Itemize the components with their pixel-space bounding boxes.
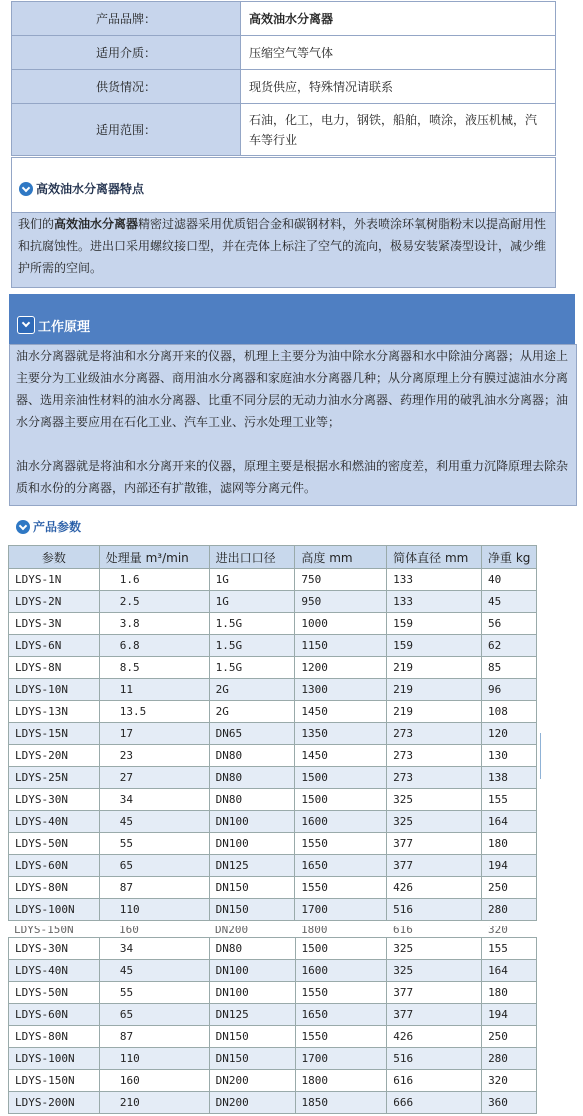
table-cell: DN200 [209,1092,295,1114]
table-cell: 6.8 [99,635,209,657]
features-title: 高效油水分离器特点 [36,182,145,196]
table-row [9,811,537,833]
table-cell: 219 [387,679,482,701]
table-cell: 87 [99,877,209,899]
table-cell: DN150 [209,899,295,921]
table-cell: LDYS-1N [9,569,100,591]
table-row [9,855,537,877]
table-cell: 1600 [295,960,387,982]
table-cell: 1650 [295,1004,387,1026]
table-cell: 133 [387,569,482,591]
table-cell: 45 [99,811,209,833]
table-cell: 1550 [295,1026,387,1048]
table-cell: 1.6 [99,569,209,591]
table-cell: 159 [387,613,482,635]
table-cell: 250 [482,1026,537,1048]
table-row [9,723,537,745]
table-cell: 1550 [295,982,387,1004]
info-label: 适用范围： [12,104,241,156]
working-principle-text [9,344,577,506]
features-text-prefix: 我们的 [18,217,55,231]
table-row [9,877,537,899]
table-cell: DN100 [209,982,295,1004]
table-cell: 130 [482,745,537,767]
table-row [9,745,537,767]
table-cell: LDYS-15N [9,723,100,745]
table-row [9,1048,537,1070]
table-cell: 164 [482,960,537,982]
table-cell: LDYS-2N [9,591,100,613]
table-cell: 1G [209,591,295,613]
chevron-down-icon [16,520,30,534]
table-cell: LDYS-8N [9,657,100,679]
table-cell: 194 [482,1004,537,1026]
table-cell: 1000 [295,613,387,635]
table-cell: 516 [387,1048,482,1070]
table-row [9,938,537,960]
table-cell: 56 [482,613,537,635]
info-value: 石油，化工，电力，钢铁，船舶，喷涂，液压机械，汽 车等行业 [241,104,556,156]
table-cell: LDYS-10N [9,679,100,701]
col-header: 处理量 m³/min [99,546,209,569]
table-cell: 13.5 [99,701,209,723]
table-cell: DN80 [209,767,295,789]
table-cell: 45 [99,960,209,982]
table-cell: LDYS-100N [9,1048,100,1070]
info-row-brand [12,2,556,36]
table-cell: 164 [482,811,537,833]
features-text-rest: 精密过滤器采用优质铝合金和碳钢材料，外表喷涂环氧树脂粉末以提高耐用性和抗腐蚀性。进出口采用螺纹接口型，并在壳体上标注了空气的流向，极易安装紧凑型设计，减少维护所需的空间。 [18,217,547,275]
table-cell: 1150 [295,635,387,657]
table-cell: LDYS-3N [9,613,100,635]
params-table-continued [8,937,537,1114]
table-cell: 1650 [295,855,387,877]
table-cell: LDYS-80N [9,1026,100,1048]
table-cell: LDYS-60N [9,855,100,877]
table-cell: 1600 [295,811,387,833]
table-cell: 616 [387,1070,482,1092]
table-row [9,899,537,921]
table-cell: 110 [99,899,209,921]
table-cell: DN100 [209,833,295,855]
table-cell: 1450 [295,701,387,723]
table-cell: 1G [209,569,295,591]
table-cell: 219 [387,701,482,723]
chevron-down-icon [17,316,35,334]
table-cell: 325 [387,960,482,982]
table-cell: 2G [209,701,295,723]
table-cell: 273 [387,745,482,767]
info-value: 现货供应，特殊情况请联系 [241,70,556,104]
table-cell: 155 [482,938,537,960]
table-row [9,982,537,1004]
info-label: 适用介质： [12,36,241,70]
table-cell: 1500 [295,789,387,811]
working-para-1: 油水分离器就是将油和水分离开来的仪器，机理上主要分为油中除水分离器和水中除油分离器；从用途上主要分为工业级油水分离器、商用油水分离器和家庭油水分离器几种；从分离原理上分有膜过滤油水分离器、选用亲油性材料的油水分离器、比重不同分层的无动力油水分离器、药理作用的破乳油水分离器；油水分离器主要应用在石化工业、汽车工业、污水处理工业等； [16,349,569,429]
table-cell: DN200 [215,926,249,936]
table-cell: 1550 [295,833,387,855]
table-cell: 159 [387,635,482,657]
table-cell: DN150 [209,1048,295,1070]
table-cell: 1800 [295,1070,387,1092]
chevron-down-icon [19,182,33,196]
table-cell: 210 [99,1092,209,1114]
table-cell: 616 [393,926,413,936]
table-cell: LDYS-40N [9,811,100,833]
table-cell: LDYS-200N [9,1092,100,1114]
table-row [9,1026,537,1048]
table-cell: 1700 [295,1048,387,1070]
table-cell: 320 [488,926,508,936]
table-row [9,789,537,811]
table-cell: DN150 [209,1026,295,1048]
table-cell: 1350 [295,723,387,745]
table-cell: 85 [482,657,537,679]
info-row-supply [12,70,556,104]
table-cell: 133 [387,591,482,613]
table-cell: 11 [99,679,209,701]
info-value: 压缩空气等气体 [241,36,556,70]
table-cell: 219 [387,657,482,679]
table-cell: DN125 [209,855,295,877]
table-cell: 325 [387,938,482,960]
table-cell: LDYS-60N [9,1004,100,1026]
params-table [8,545,537,921]
table-cell: 17 [99,723,209,745]
table-cell: DN100 [209,960,295,982]
working-principle-header [9,294,575,344]
info-label: 产品品牌： [12,2,241,36]
table-cell: 1800 [301,926,328,936]
info-row-medium [12,36,556,70]
params-header-row [9,546,537,569]
table-cell: LDYS-25N [9,767,100,789]
table-cell: 1450 [295,745,387,767]
table-cell: 1.5G [209,657,295,679]
table-cell: 325 [387,811,482,833]
table-cell: 325 [387,789,482,811]
working-para-2: 油水分离器就是将油和水分离开来的仪器，原理主要是根据水和燃油的密度差，利用重力沉降原理去除杂质和水份的分离器，内部还有扩散锥，滤网等分离元件。 [16,459,569,495]
table-cell: 65 [99,1004,209,1026]
table-cell: 62 [482,635,537,657]
table-cell: 27 [99,767,209,789]
table-cell: LDYS-30N [9,938,100,960]
table-cell: 34 [99,938,209,960]
table-cell: LDYS-50N [9,833,100,855]
col-header: 参数 [9,546,100,569]
table-cell: 1200 [295,657,387,679]
table-cell: DN125 [209,1004,295,1026]
info-value: 高效油水分离器 [241,2,556,36]
col-header: 高度 mm [295,546,387,569]
table-cell: 160 [99,1070,209,1092]
table-cell: 110 [99,1048,209,1070]
table-cell: LDYS-13N [9,701,100,723]
working-title: 工作原理 [38,320,91,335]
table-row [9,1092,537,1114]
table-cell: 1500 [295,938,387,960]
table-cell: 45 [482,591,537,613]
table-cell: 1500 [295,767,387,789]
table-cell: 40 [482,569,537,591]
table-row [9,569,537,591]
table-cell: 23 [99,745,209,767]
table-cell: 8.5 [99,657,209,679]
table-cell: 34 [99,789,209,811]
table-cell: 180 [482,833,537,855]
table-row [9,960,537,982]
table-cell: DN200 [209,1070,295,1092]
table-cell: 160 [119,926,139,936]
table-cell: 2G [209,679,295,701]
table-cell: 138 [482,767,537,789]
table-row [9,701,537,723]
table-cell: 55 [99,982,209,1004]
table-cell: 426 [387,877,482,899]
table-cell: 250 [482,877,537,899]
table-cell: 377 [387,855,482,877]
table-row [9,613,537,635]
params-title-text: 产品参数 [33,520,82,534]
table-cell: 750 [295,569,387,591]
table-cell: 65 [99,855,209,877]
col-header: 进出口口径 [209,546,295,569]
table-row [9,1070,537,1092]
table-cell: 108 [482,701,537,723]
col-header: 简体直径 mm [387,546,482,569]
table-cell: 1.5G [209,635,295,657]
table-cell: 194 [482,855,537,877]
table-row [9,591,537,613]
table-cell: LDYS-6N [9,635,100,657]
col-header: 净重 kg [482,546,537,569]
table-cell: DN100 [209,811,295,833]
table-cell: 87 [99,1026,209,1048]
table-cell: LDYS-30N [9,789,100,811]
params-title [16,518,81,535]
table-row [9,679,537,701]
table-cell: 96 [482,679,537,701]
table-cell: 377 [387,1004,482,1026]
table-cell: 377 [387,833,482,855]
table-cell: 155 [482,789,537,811]
table-cell: 2.5 [99,591,209,613]
table-row [9,767,537,789]
table-row [9,657,537,679]
table-row [9,833,537,855]
table-cell: 120 [482,723,537,745]
table-cell: 360 [482,1092,537,1114]
table-cell: 1550 [295,877,387,899]
table-cell: 1300 [295,679,387,701]
info-row-scope [12,104,556,156]
table-cell: 280 [482,899,537,921]
table-cell: 1850 [295,1092,387,1114]
table-cell: LDYS-20N [9,745,100,767]
table-cell: DN150 [209,877,295,899]
table-cell: LDYS-150N [14,926,74,936]
table-cell: 280 [482,1048,537,1070]
table-cell: LDYS-50N [9,982,100,1004]
table-cell: 426 [387,1026,482,1048]
table-cell: DN80 [209,745,295,767]
table-cell: 666 [387,1092,482,1114]
info-label: 供货情况： [12,70,241,104]
table-cell: 3.8 [99,613,209,635]
table-row [9,635,537,657]
table-cell: 1700 [295,899,387,921]
table-cell: 273 [387,767,482,789]
table-cell: DN80 [209,938,295,960]
product-info-table [11,1,556,156]
table-cell: LDYS-80N [9,877,100,899]
features-text-bold: 高效油水分离器 [54,217,139,231]
table-cell: 55 [99,833,209,855]
table-cell: 320 [482,1070,537,1092]
table-cell: 273 [387,723,482,745]
table-row [9,1004,537,1026]
table-cell: 180 [482,982,537,1004]
table-cell: DN65 [209,723,295,745]
table-cell: LDYS-40N [9,960,100,982]
table-cell: DN80 [209,789,295,811]
table-cell: 950 [295,591,387,613]
features-header [11,157,556,213]
table-cell: 516 [387,899,482,921]
table-cell: 377 [387,982,482,1004]
table-cell: 1.5G [209,613,295,635]
divider [540,733,541,779]
table-cell: LDYS-150N [9,1070,100,1092]
table-cell: LDYS-100N [9,899,100,921]
features-text [11,212,556,288]
